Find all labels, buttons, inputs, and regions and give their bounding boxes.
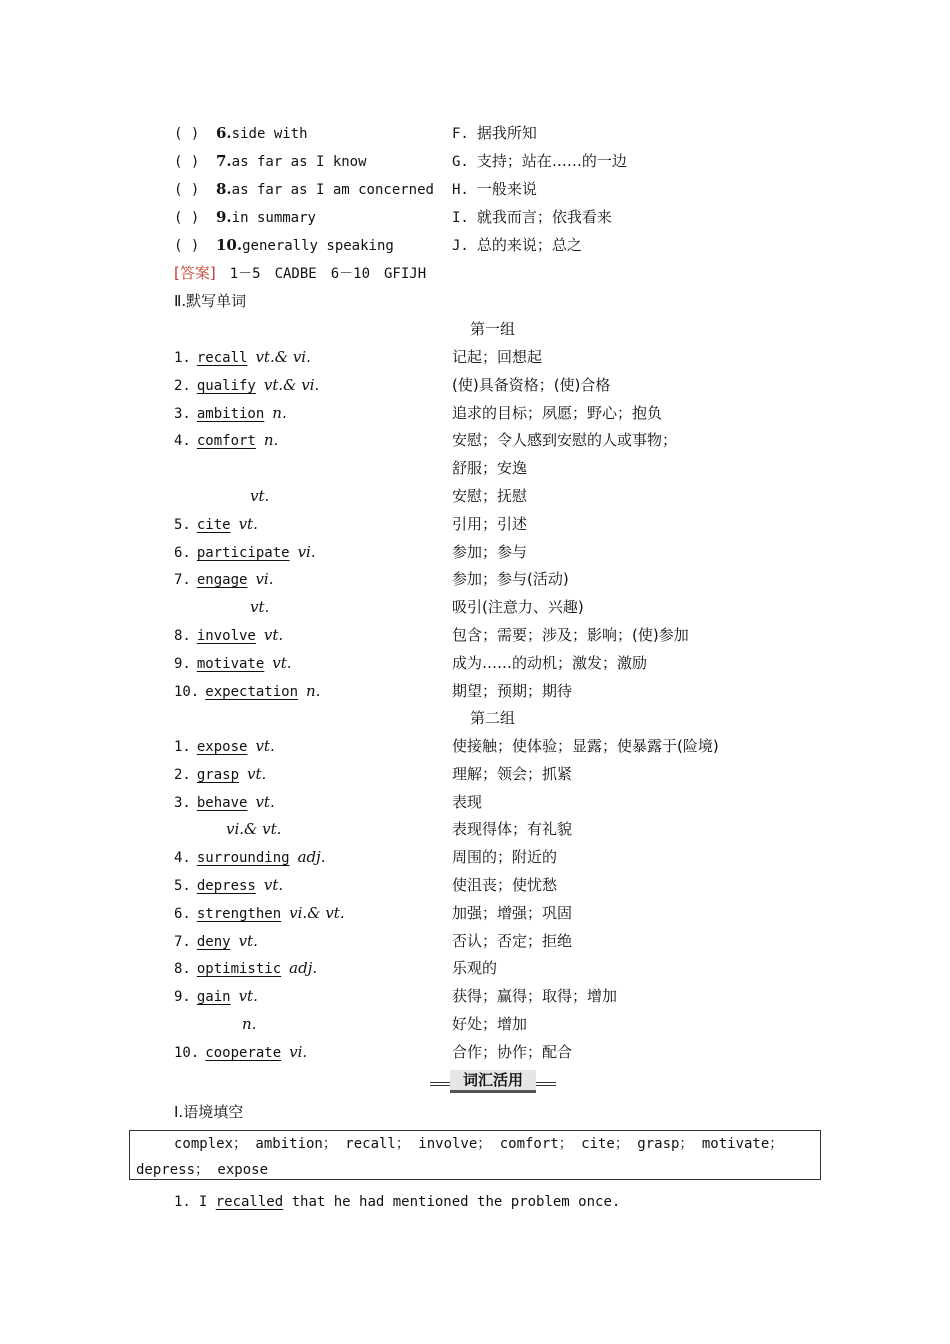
answer-word: cooperate <box>205 1044 282 1061</box>
meaning-text: 合作；协作；配合 <box>452 1042 573 1061</box>
answer-blank[interactable]: ( ) <box>174 182 200 198</box>
vocab-row <box>0 818 950 840</box>
vocab-left <box>174 818 281 840</box>
vocab-row <box>0 485 950 507</box>
item-number: 6. <box>216 124 232 142</box>
matching-row <box>0 206 950 228</box>
item-number: 7. <box>174 933 191 950</box>
answer-word: grasp <box>196 766 240 783</box>
answer-label: [答案] <box>174 264 216 282</box>
part-of-speech: n. <box>242 1015 257 1033</box>
item-number: 3. <box>174 405 191 422</box>
answer-word: gain <box>196 989 231 1006</box>
item-number: 10. <box>216 236 243 254</box>
vocab-row <box>0 791 950 813</box>
vocab-left <box>174 624 283 647</box>
vocab-meaning <box>452 763 572 785</box>
option-meaning: 就我而言；依我看来 <box>476 208 612 226</box>
vocab-row <box>0 735 950 757</box>
vocab-row <box>0 957 950 979</box>
item-number: 8. <box>174 628 191 644</box>
item-number: 6. <box>174 544 191 561</box>
vocab-meaning <box>452 457 527 479</box>
matching-right <box>452 122 537 145</box>
vocab-left <box>174 541 316 564</box>
matching-right <box>452 178 537 201</box>
vocab-row <box>0 596 950 618</box>
vocab-left <box>174 985 258 1008</box>
meaning-text: 追求的目标；夙愿；野心；抱负 <box>452 403 663 422</box>
part-of-speech: vt. <box>250 487 270 505</box>
item-number: 9. <box>174 655 191 672</box>
meaning-text: 安慰；令人感到安慰的人或事物； <box>452 431 678 450</box>
part-of-speech: vt. <box>272 653 292 672</box>
vocab-meaning <box>452 735 719 757</box>
item-number: 2. <box>174 766 191 783</box>
phrase-text: as far as I know <box>231 154 367 170</box>
vocab-meaning <box>452 846 557 868</box>
vocab-meaning <box>452 402 662 424</box>
part-of-speech: vi. <box>297 542 316 561</box>
part-of-speech: vi. <box>289 1042 308 1061</box>
vocab-row <box>0 874 950 896</box>
vocab-row <box>0 374 950 396</box>
meaning-text: 表现 <box>452 792 483 811</box>
part-of-speech: vt. <box>238 514 258 533</box>
item-number: 7. <box>216 152 232 170</box>
item-number: 9. <box>216 208 232 226</box>
meaning-text: 记起；回想起 <box>452 348 543 366</box>
group-title: 第二组 <box>470 709 516 727</box>
vocab-left <box>174 680 320 703</box>
answer-word: deny <box>196 933 231 950</box>
section-title: Ⅱ.默写单词 <box>174 292 247 310</box>
vocab-row <box>0 568 950 590</box>
vocab-left <box>174 902 345 925</box>
item-number: 2. <box>174 377 191 394</box>
vocab-meaning <box>452 568 569 590</box>
banner-rule-right <box>536 1082 556 1086</box>
answer-blank[interactable]: ( ) <box>174 126 200 142</box>
matching-row <box>0 234 950 256</box>
vocab-row <box>0 652 950 674</box>
item-number: 1. <box>174 739 191 755</box>
meaning-text: 表现得体；有礼貌 <box>452 820 573 839</box>
vocab-row <box>0 763 950 785</box>
meaning-text: 加强；增强；巩固 <box>452 903 573 922</box>
vocab-left <box>174 402 287 425</box>
answer-word: ambition <box>196 405 265 422</box>
phrase-text: side with <box>231 126 308 142</box>
matching-left <box>174 150 367 173</box>
item-number: 4. <box>174 433 191 450</box>
part-of-speech: n. <box>263 431 279 450</box>
vocab-left <box>174 735 275 758</box>
banner-title: 词汇活用 <box>450 1070 536 1093</box>
answer-word: optimistic <box>196 961 282 978</box>
vocab-left <box>174 429 278 452</box>
word-bank-box <box>129 1130 821 1180</box>
answer-word: cite <box>196 516 231 533</box>
meaning-text: 成为……的动机；激发；激励 <box>452 653 648 672</box>
matching-left <box>174 234 394 257</box>
vocab-meaning <box>452 624 689 646</box>
answer-line <box>174 262 426 284</box>
part-of-speech: vi.& vt. <box>226 820 282 839</box>
item-number: 8. <box>216 180 232 198</box>
vocab-left <box>174 1041 307 1064</box>
part-of-speech: vt. <box>247 764 267 783</box>
option-letter: F. <box>452 126 469 142</box>
vocab-meaning <box>452 1013 527 1035</box>
vocab-row <box>0 541 950 563</box>
meaning-text: 参加；参与(活动) <box>452 570 569 589</box>
answer-blank[interactable]: ( ) <box>174 154 200 170</box>
vocab-left <box>174 596 269 618</box>
meaning-text: 周围的；附近的 <box>452 848 558 867</box>
part-of-speech: vi.& vt. <box>289 903 345 922</box>
part-of-speech: vt.& vi. <box>255 348 311 366</box>
vocab-meaning <box>452 541 527 563</box>
meaning-text: 好处；增加 <box>452 1015 528 1033</box>
vocab-meaning <box>452 818 572 840</box>
answer-word: expose <box>196 739 248 755</box>
matching-row <box>0 122 950 144</box>
vocab-left <box>174 930 258 953</box>
meaning-text: 吸引(注意力、兴趣) <box>452 598 584 617</box>
meaning-text: 否认；否定；拒绝 <box>452 931 573 950</box>
item-number: 1. <box>174 1194 191 1210</box>
vocab-meaning <box>452 902 572 924</box>
vocab-meaning <box>452 985 617 1007</box>
option-meaning: 一般来说 <box>476 180 537 198</box>
vocab-row <box>0 846 950 868</box>
meaning-text: 安慰；抚慰 <box>452 487 528 505</box>
part-of-speech: vt. <box>255 792 275 811</box>
part-of-speech: vt. <box>255 737 275 755</box>
vocab-left <box>174 568 273 591</box>
meaning-text: 乐观的 <box>452 959 498 978</box>
vocab-row <box>0 902 950 924</box>
vocab-meaning <box>452 680 572 702</box>
option-meaning: 支持；站在……的一边 <box>476 152 627 170</box>
vocab-row <box>0 985 950 1007</box>
vocab-left <box>174 485 269 507</box>
meaning-text: 理解；领会；抓紧 <box>452 764 573 783</box>
option-letter: I. <box>452 210 469 226</box>
answer-word: surrounding <box>196 850 290 867</box>
vocab-meaning <box>452 485 527 507</box>
phrase-text: generally speaking <box>242 238 394 254</box>
item-number: 3. <box>174 794 191 811</box>
section-banner <box>430 1070 556 1092</box>
vocab-row <box>0 402 950 424</box>
answer-word: depress <box>196 878 256 894</box>
part-of-speech: adj. <box>297 848 326 867</box>
sentence-text: that he had mentioned the problem once. <box>283 1194 621 1210</box>
answer-word: qualify <box>196 377 256 394</box>
vocab-left <box>174 1013 256 1035</box>
part-of-speech: vt. <box>250 598 270 617</box>
vocab-row <box>0 346 950 368</box>
vocab-meaning <box>452 596 584 618</box>
meaning-text: 使接触；使体验；显露；使暴露于(险境) <box>452 737 719 755</box>
item-number: 6. <box>174 905 191 922</box>
part-of-speech: n. <box>272 403 287 422</box>
vocab-meaning <box>452 652 647 674</box>
vocab-row <box>0 1041 950 1063</box>
answer-word: recalled <box>215 1194 284 1210</box>
meaning-text: 包含；需要；涉及；影响；(使)参加 <box>452 626 689 644</box>
item-number: 5. <box>174 516 191 533</box>
part-of-speech: vt. <box>238 987 258 1006</box>
vocab-meaning <box>452 930 572 952</box>
vocab-row <box>0 1013 950 1035</box>
answer-word: comfort <box>196 433 256 450</box>
part-of-speech: vt.& vi. <box>263 375 320 394</box>
meaning-text: 获得；赢得；取得；增加 <box>452 987 618 1006</box>
answer-word: behave <box>196 794 248 811</box>
matching-row <box>0 150 950 172</box>
item-number: 10. <box>174 1044 200 1061</box>
part-of-speech: vt. <box>238 931 258 950</box>
meaning-text: 参加；参与 <box>452 542 528 561</box>
meaning-text: 引用；引述 <box>452 514 528 533</box>
part-of-speech: vt. <box>263 876 284 894</box>
vocab-meaning <box>452 374 610 396</box>
phrase-text: as far as I am concerned <box>231 182 434 198</box>
item-number: 1. <box>174 350 191 366</box>
vocab-meaning <box>452 874 557 896</box>
vocab-meaning <box>452 957 497 979</box>
section-title: Ⅰ.语境填空 <box>174 1103 244 1121</box>
vocab-meaning <box>452 346 542 368</box>
vocab-left <box>174 346 311 369</box>
answer-blank[interactable]: ( ) <box>174 210 200 226</box>
matching-right <box>452 150 627 173</box>
vocab-left <box>174 791 275 814</box>
answer-word: participate <box>196 544 290 561</box>
part-of-speech: n. <box>306 681 321 700</box>
banner-rule-left <box>430 1082 450 1086</box>
matching-row <box>0 178 950 200</box>
option-meaning: 总的来说；总之 <box>476 236 582 254</box>
vocab-row <box>0 624 950 646</box>
answer-word: recall <box>196 350 248 366</box>
exercise-sentence <box>174 1190 620 1212</box>
vocab-row <box>0 513 950 535</box>
item-number: 9. <box>174 989 191 1006</box>
word-bank-line: depress； expose <box>136 1162 269 1178</box>
answer-text: 1－5 CADBE 6－10 GFIJH <box>229 266 427 282</box>
meaning-text: 期望；预期；期待 <box>452 681 573 700</box>
answer-word: involve <box>196 628 256 644</box>
word-bank-line: complex； ambition； recall； involve； comfort； cite； grasp； motivate； <box>174 1136 784 1152</box>
matching-right <box>452 206 612 229</box>
option-letter: H. <box>452 182 469 198</box>
item-number: 10. <box>174 683 200 700</box>
meaning-text: 舒服；安逸 <box>452 459 528 478</box>
vocab-left <box>174 874 283 897</box>
item-number: 7. <box>174 572 191 589</box>
meaning-text: 使沮丧；使忧愁 <box>452 876 558 894</box>
option-letter: J. <box>452 238 469 254</box>
group-title: 第一组 <box>470 320 516 338</box>
matching-left <box>174 178 434 201</box>
vocab-left <box>174 652 292 675</box>
answer-word: motivate <box>196 655 265 672</box>
meaning-text: (使)具备资格；(使)合格 <box>452 375 611 394</box>
vocab-left <box>174 846 326 869</box>
matching-left <box>174 122 308 145</box>
vocab-meaning <box>452 513 527 535</box>
vocab-row <box>0 930 950 952</box>
option-meaning: 据我所知 <box>476 124 537 142</box>
answer-word: expectation <box>205 683 299 700</box>
matching-left <box>174 206 316 229</box>
answer-word: strengthen <box>196 905 282 922</box>
vocab-row <box>0 457 950 479</box>
item-number: 5. <box>174 878 191 894</box>
vocab-meaning <box>452 1041 572 1063</box>
sentence-text: I <box>198 1194 216 1210</box>
vocab-left <box>174 957 317 980</box>
item-number: 4. <box>174 850 191 867</box>
phrase-text: in summary <box>231 210 316 226</box>
option-letter: G. <box>452 154 469 170</box>
answer-blank[interactable]: ( ) <box>174 238 200 254</box>
item-number: 8. <box>174 961 191 978</box>
vocab-row <box>0 680 950 702</box>
part-of-speech: adj. <box>289 959 318 978</box>
answer-word: engage <box>196 572 248 589</box>
vocab-left <box>174 513 258 536</box>
part-of-speech: vt. <box>263 626 284 644</box>
vocab-meaning <box>452 429 677 451</box>
part-of-speech: vi. <box>255 570 274 589</box>
matching-right <box>452 234 582 257</box>
vocab-meaning <box>452 791 482 813</box>
vocab-left <box>174 763 266 786</box>
vocab-row <box>0 429 950 451</box>
vocab-left <box>174 374 319 397</box>
